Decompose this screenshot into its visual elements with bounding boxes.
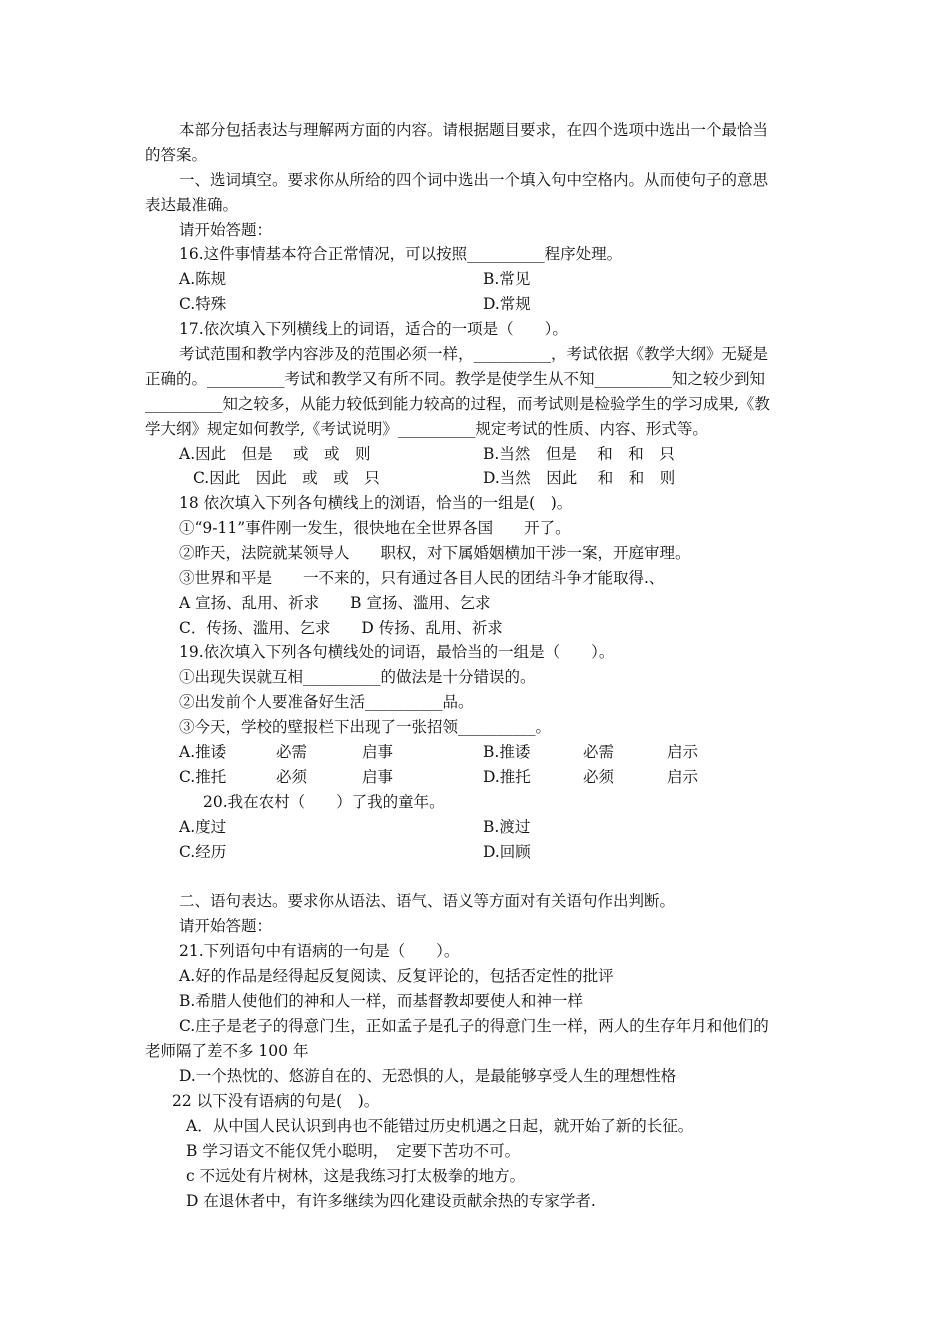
question-19-option-b-label: B.推诿	[483, 743, 531, 761]
question-17-option-a: A.因此 但是 或 或 则	[179, 445, 371, 463]
question-16-stem: 16.这件事情基本符合正常情况，可以按照__________程序处理。	[179, 245, 623, 263]
question-18-options-cd: C．传扬、滥用、乞求 D 传扬、乱用、祈求	[179, 619, 503, 637]
question-18-stem: 18 依次填入下列各句横线上的浏语，恰当的一组是( )。	[179, 494, 573, 512]
question-19-option-c-word: 必须	[276, 768, 308, 786]
question-17-passage-line: 考试范围和教学内容涉及的范围必须一样，__________，考试依据《教学大纲》无疑是	[179, 345, 769, 363]
question-20-stem: 20.我在农村（ ）了我的童年。	[203, 793, 445, 811]
intro-paragraph-line: 的答案。	[145, 146, 208, 164]
question-17-option-c: C.因此 因此 或 或 只	[193, 469, 380, 487]
question-16-option-b: B.常见	[483, 270, 531, 288]
question-21-option-c-continued: 老师隔了差不多 100 年	[145, 1042, 309, 1060]
section1-instruction-line: 一、选词填空。要求你从所给的四个词中选出一个填入句中空格内。从而使句子的意思	[179, 171, 769, 189]
question-20-option-d: D.回顾	[483, 843, 531, 861]
question-22-stem: 22 以下没有语病的句是( )。	[172, 1092, 380, 1110]
question-17-passage-line: 正确的。__________考试和教学又有所不同。教学是使学生从不知__________知之较少到知	[145, 370, 766, 388]
question-19-option-a-word: 启事	[362, 743, 394, 761]
question-21-option-a: A.好的作品是经得起反复阅读、反复评论的，包括否定性的批评	[179, 967, 614, 985]
question-21-stem: 21.下列语句中有语病的一句是（ ）。	[179, 942, 460, 960]
question-17-passage-line: 学大纲》规定如何教学,《考试说明》__________规定考试的性质、内容、形式等。	[145, 420, 708, 438]
question-17-option-b: B.当然 但是 和 和 只	[483, 445, 675, 463]
question-19-option-d-word: 启示	[667, 768, 699, 786]
question-22-option-a: A．从中国人民认识到冉也不能错过历史机遇之日起，就开始了新的长征。	[186, 1117, 694, 1135]
question-18-sentence: ③世界和平是 一不来的，只有通过各目人民的团结斗争才能取得.、	[179, 569, 665, 587]
question-16-option-c: C.特殊	[179, 295, 227, 313]
question-19-option-c-word: 启事	[362, 768, 394, 786]
question-19-option-c-label: C.推托	[179, 768, 227, 786]
question-19-option-a-word: 必需	[276, 743, 308, 761]
question-17-option-d: D.当然 因此 和 和 则	[483, 469, 676, 487]
question-17-passage-line: __________知之较多，从能力较低到能力较高的过程，而考试则是检验学生的学习成果,《教	[145, 395, 770, 413]
question-20-option-b: B.渡过	[483, 818, 531, 836]
question-21-option-d: D.一个热忱的、悠游自在的、无恐惧的人，是最能够享受人生的理想性格	[179, 1067, 677, 1085]
question-19-option-a-label: A.推诿	[179, 743, 227, 761]
question-22-option-d: D 在退休者中，有许多继续为四化建设贡献余热的专家学者.	[186, 1192, 596, 1210]
intro-paragraph-line: 本部分包括表达与理解两方面的内容。请根据题目要求，在四个选项中选出一个最恰当	[179, 121, 769, 139]
section2-title: 二、语句表达。要求你从语法、语气、语义等方面对有关语句作出判断。	[179, 892, 676, 910]
question-22-option-b: B 学习语文不能仅凭小聪明， 定要下苦功不可。	[186, 1142, 521, 1160]
question-17-stem: 17.依次填入下列横线上的词语，适合的一项是（ ）。	[179, 320, 568, 338]
question-22-option-c: c 不远处有片树林，这是我练习打太极拳的地方。	[186, 1167, 526, 1185]
question-20-option-a: A.度过	[179, 818, 227, 836]
question-19-option-d-word: 必须	[583, 768, 615, 786]
start-prompt: 请开始答题：	[179, 221, 273, 239]
question-18-sentence: ①“9-11”事件刚一发生，很快地在全世界各国 开了。	[179, 519, 571, 537]
start-prompt: 请开始答题：	[179, 917, 273, 935]
question-20-option-c: C.经历	[179, 843, 227, 861]
question-19-sentence: ③今天，学校的壁报栏下出现了一张招领__________。	[179, 718, 552, 736]
question-19-stem: 19.依次填入下列各句横线处的词语，最恰当的一组是（ ）。	[179, 643, 615, 661]
question-16-option-a: A.陈规	[179, 270, 227, 288]
question-19-sentence: ①出现失误就互相__________的做法是十分错误的。	[179, 668, 536, 686]
question-18-sentence: ②昨天，法院就某领导人 职权，对下属婚姻横加干涉一案，开庭审理。	[179, 544, 691, 562]
question-19-option-d-label: D.推托	[483, 768, 531, 786]
question-21-option-c: C.庄子是老子的得意门生，正如孟子是孔子的得意门生一样，两人的生存年月和他们的	[179, 1017, 769, 1035]
question-19-sentence: ②出发前个人要准备好生活__________品。	[179, 693, 474, 711]
question-16-option-d: D.常规	[483, 295, 531, 313]
section1-instruction-line: 表达最准确。	[145, 196, 239, 214]
question-19-option-b-word: 必需	[583, 743, 615, 761]
question-19-option-b-word: 启示	[667, 743, 699, 761]
question-21-option-b: B.希腊人使他们的神和人一样，而基督教却要使人和神一样	[179, 992, 583, 1010]
question-18-options-ab: A 宣扬、乱用、祈求 B 宣扬、滥用、乞求	[179, 594, 491, 612]
